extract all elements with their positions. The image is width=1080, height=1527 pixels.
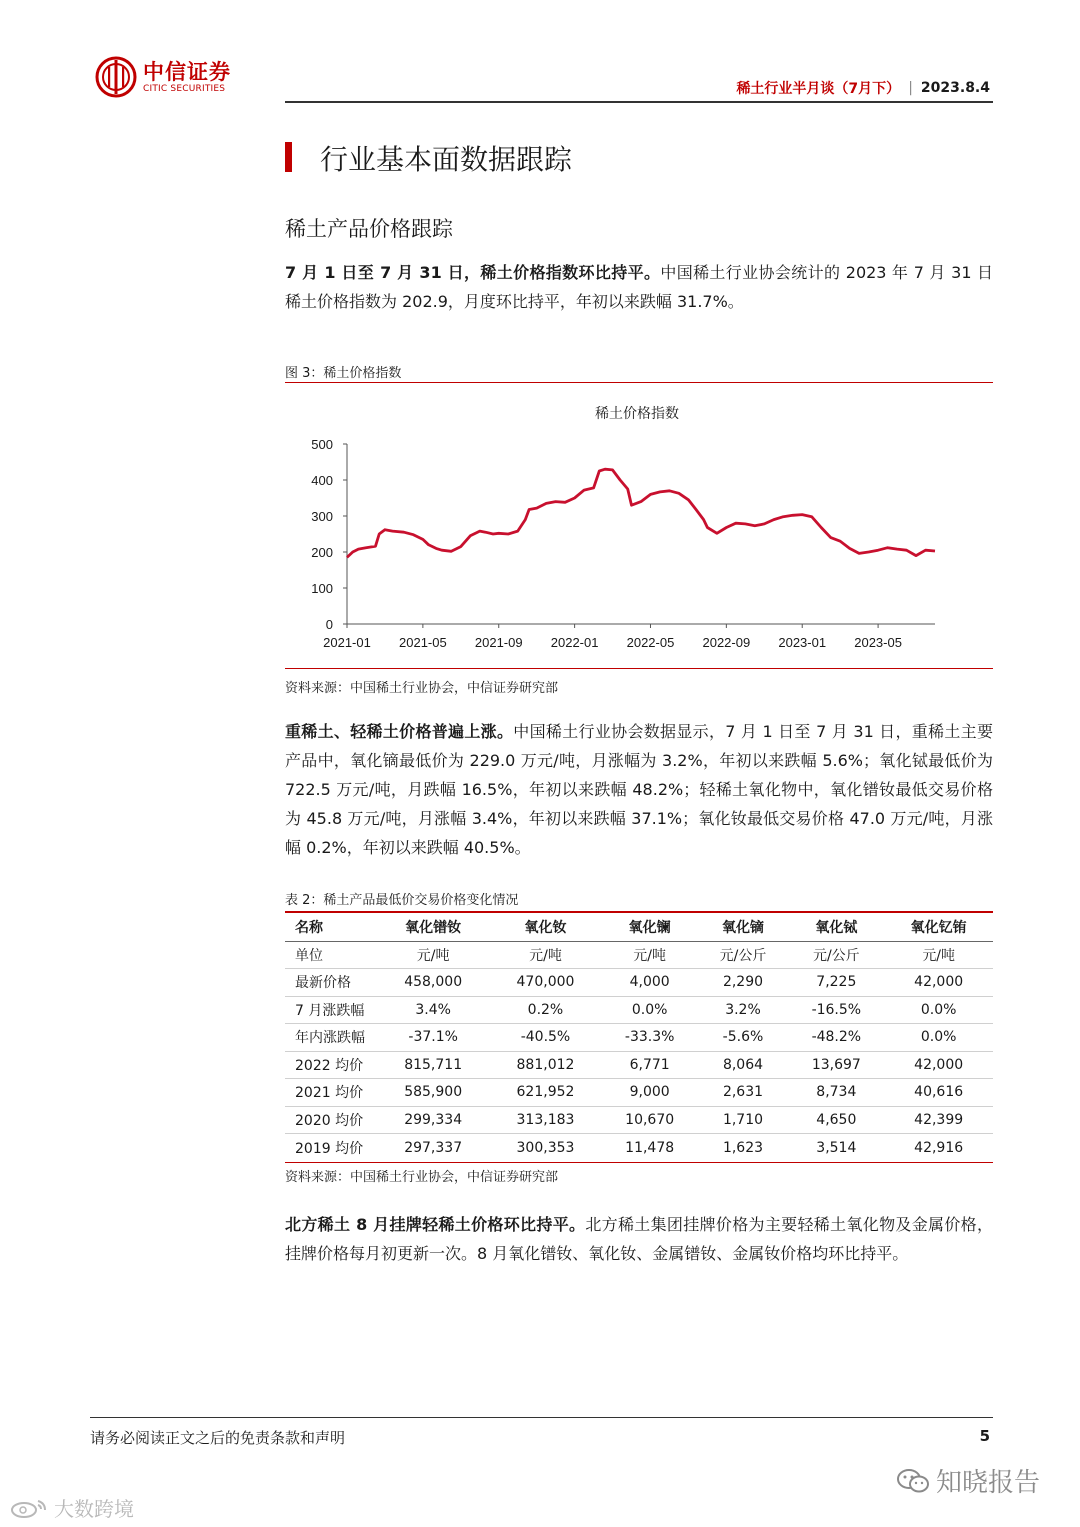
table-cell: 42,000: [884, 969, 993, 997]
table-cell: -5.6%: [698, 1024, 789, 1052]
y-tick-label: 100: [311, 581, 333, 596]
table-cell: 11,478: [625, 1139, 675, 1156]
table-row: [285, 1051, 993, 1079]
y-tick-label: 400: [311, 473, 333, 488]
table-bottom-rule: [285, 1162, 993, 1163]
table-row: [285, 996, 993, 1024]
table-cell: 8,064: [698, 1051, 789, 1079]
table-cell: 3.4%: [377, 996, 489, 1024]
paragraph-price-index: [285, 258, 993, 316]
table-row: [285, 969, 993, 997]
table-cell: 815,711: [377, 1051, 489, 1079]
table-cell: -16.5%: [788, 996, 884, 1024]
table-cell: 313,183: [489, 1106, 601, 1134]
table-cell: 0.0%: [884, 996, 993, 1024]
table-cell: 元/吨: [884, 941, 993, 969]
table-cell: 0.2%: [489, 996, 601, 1024]
figure-source: 资料来源：中国稀土行业协会，中信证券研究部: [285, 681, 559, 696]
table-row-label: 年内涨跌幅: [285, 1024, 377, 1052]
table-cell: -37.1%: [377, 1024, 489, 1052]
header-divider: [285, 101, 993, 103]
table-header-cell: 氧化镝: [698, 913, 789, 941]
chart-title: 稀土价格指数: [595, 405, 679, 421]
footer-disclaimer: 请务必阅读正文之后的免责条款和声明: [90, 1429, 346, 1447]
table-row-label: 2021 均价: [285, 1079, 377, 1107]
table-header-cell: 氧化铽: [788, 913, 884, 941]
table-cell: 元/吨: [489, 941, 601, 969]
footer-divider: [90, 1417, 993, 1418]
price-index-chart: [285, 392, 993, 662]
table-cell: 585,900: [377, 1079, 489, 1107]
section-marker: [285, 142, 292, 172]
table-header-cell: 氧化钕: [489, 913, 601, 941]
table-row: [285, 1024, 993, 1052]
table-cell: 13,697: [788, 1051, 884, 1079]
header-info: [736, 78, 990, 98]
page-number: 5: [979, 1427, 990, 1445]
table-cell: 40,616: [884, 1079, 993, 1107]
figure-bottom-rule: [285, 668, 993, 669]
table-header-cell: 氧化镨钕: [377, 913, 489, 941]
paragraph-lead: 重稀土、轻稀土价格普遍上涨。: [285, 722, 514, 741]
y-tick-label: 500: [311, 437, 333, 452]
table-cell: 4,650: [788, 1106, 884, 1134]
table-cell: 42,916: [914, 1139, 964, 1156]
paragraph-lead: 北方稀土 8 月挂牌轻稀土价格环比持平。: [285, 1215, 586, 1234]
table-cell: 4,000: [602, 969, 698, 997]
paragraph-lead: 7 月 1 日至 7 月 31 日，稀土价格指数环比持平。: [285, 263, 661, 282]
table-row: [285, 1106, 993, 1134]
table-cell: -33.3%: [602, 1024, 698, 1052]
table-cell: 1,710: [698, 1106, 789, 1134]
weibo-icon: [10, 1497, 50, 1519]
paragraph-northern: [285, 1210, 993, 1268]
y-tick-label: 200: [311, 545, 333, 560]
table-cell: 621,952: [489, 1079, 601, 1107]
x-tick-label: 2023-01: [778, 635, 827, 650]
table-header-row: [285, 913, 993, 941]
table-cell: -48.2%: [788, 1024, 884, 1052]
table-row-label: 2019 均价: [295, 1140, 364, 1157]
table-row-label: 7 月涨跌幅: [285, 996, 377, 1024]
table-cell: -40.5%: [489, 1024, 601, 1052]
citic-logo-icon: [95, 56, 137, 98]
table-cell: 297,337: [404, 1139, 463, 1156]
table-caption: 表 2：稀土产品最低价交易价格变化情况: [285, 893, 519, 908]
x-tick-label: 2021-01: [323, 635, 371, 650]
wechat-icon: [896, 1467, 930, 1495]
table-cell: 0.0%: [884, 1024, 993, 1052]
table-cell: 7,225: [788, 969, 884, 997]
table-cell: 10,670: [602, 1106, 698, 1134]
table-cell: 881,012: [489, 1051, 601, 1079]
table-cell: 42,399: [884, 1106, 993, 1134]
watermark-left: [10, 1493, 134, 1522]
watermark-right: [896, 1462, 1040, 1499]
table-row: [285, 1079, 993, 1107]
table-cell: 3,514: [816, 1139, 857, 1156]
table-cell: 元/吨: [377, 941, 489, 969]
table-row-label: 单位: [285, 941, 377, 969]
report-title: 稀土行业半月谈（7月下）: [736, 81, 901, 97]
table-cell: 470,000: [489, 969, 601, 997]
logo-cn-text: 中信证券: [143, 59, 231, 84]
watermark-left-text: 大数跨境: [54, 1497, 134, 1521]
table-cell: 2,631: [698, 1079, 789, 1107]
paragraph-body: 中国稀土行业协会数据显示，7 月 1 日至 7 月 31 日，重稀土主要产品中，氧化镝最低价为 229.0 万元/吨，月涨幅为 3.2%，年初以来跌幅 5.6%；氧化铽最低价为 722.5 万元/吨，月跌幅 16.5%，年初以来跌幅 48.2%；轻稀土氧化物中，氧化镨钕最低交易价格为 45.8 万元/吨，月涨幅 3.4%，年初以来跌幅 37.1%；氧化钕最低交易价格 47.0 万元/吨，月涨幅 0.2%，年初以来跌幅 40.5%。: [285, 722, 993, 857]
table-cell: 元/公斤: [788, 941, 884, 969]
table-cell: 8,734: [788, 1079, 884, 1107]
price-table: [285, 913, 993, 1161]
table-row-label: 最新价格: [285, 969, 377, 997]
table-row: [285, 1134, 993, 1162]
section-title: 行业基本面数据跟踪: [320, 143, 573, 176]
x-tick-label: 2022-01: [550, 635, 599, 650]
table-header-cell: 名称: [285, 913, 377, 941]
table-cell: 0.0%: [602, 996, 698, 1024]
paragraph-body: 中国稀土行业协会统计的 2023 年 7 月 31 日稀土价格指数为 202.9，月度环比持平，年初以来跌幅 31.7%。: [285, 263, 993, 311]
y-tick-label: 300: [311, 509, 333, 524]
company-logo: [95, 56, 231, 98]
table-row-label: 2022 均价: [285, 1051, 377, 1079]
figure-top-rule: [285, 382, 993, 383]
figure-caption: 图 3：稀土价格指数: [285, 366, 402, 381]
table-source: 资料来源：中国稀土行业协会，中信证券研究部: [285, 1170, 559, 1185]
table-cell: 3.2%: [698, 996, 789, 1024]
x-tick-label: 2022-09: [702, 635, 751, 650]
table-cell: 42,000: [884, 1051, 993, 1079]
table-cell: 458,000: [377, 969, 489, 997]
paragraph-body: 北方稀土集团挂牌价格为主要轻稀土氧化物及金属价格，挂牌价格每月初更新一次。8 月氧化镨钕、氧化钕、金属镨钕、金属钕价格均环比持平。: [285, 1215, 993, 1263]
logo-en-text: CITIC SECURITIES: [143, 83, 226, 94]
x-tick-label: 2023-05: [854, 635, 902, 650]
paragraph-heavy-light: [285, 717, 993, 862]
y-tick-label: 0: [325, 617, 333, 632]
table-cell: 元/公斤: [698, 941, 789, 969]
x-tick-label: 2022-05: [626, 635, 675, 650]
x-tick-label: 2021-09: [474, 635, 523, 650]
table-cell: 1,623: [722, 1139, 764, 1156]
table-cell: 6,771: [602, 1051, 698, 1079]
table-cell: 299,334: [377, 1106, 489, 1134]
table-header-cell: 氧化钇铕: [884, 913, 993, 941]
subsection-title: 稀土产品价格跟踪: [285, 217, 453, 241]
table-cell: 2,290: [698, 969, 789, 997]
table-header-cell: 氧化镧: [602, 913, 698, 941]
table-row-label: 2020 均价: [285, 1106, 377, 1134]
chart-series-line: [347, 469, 935, 557]
table-cell: 9,000: [602, 1079, 698, 1107]
header-separator: |: [908, 80, 913, 96]
report-date: 2023.8.4: [920, 80, 990, 96]
watermark-right-text: 知晓报告: [936, 1468, 1041, 1498]
table-cell: 300,353: [516, 1139, 575, 1156]
table-row: [285, 941, 993, 969]
x-tick-label: 2021-05: [399, 635, 447, 650]
table-cell: 元/吨: [602, 941, 698, 969]
